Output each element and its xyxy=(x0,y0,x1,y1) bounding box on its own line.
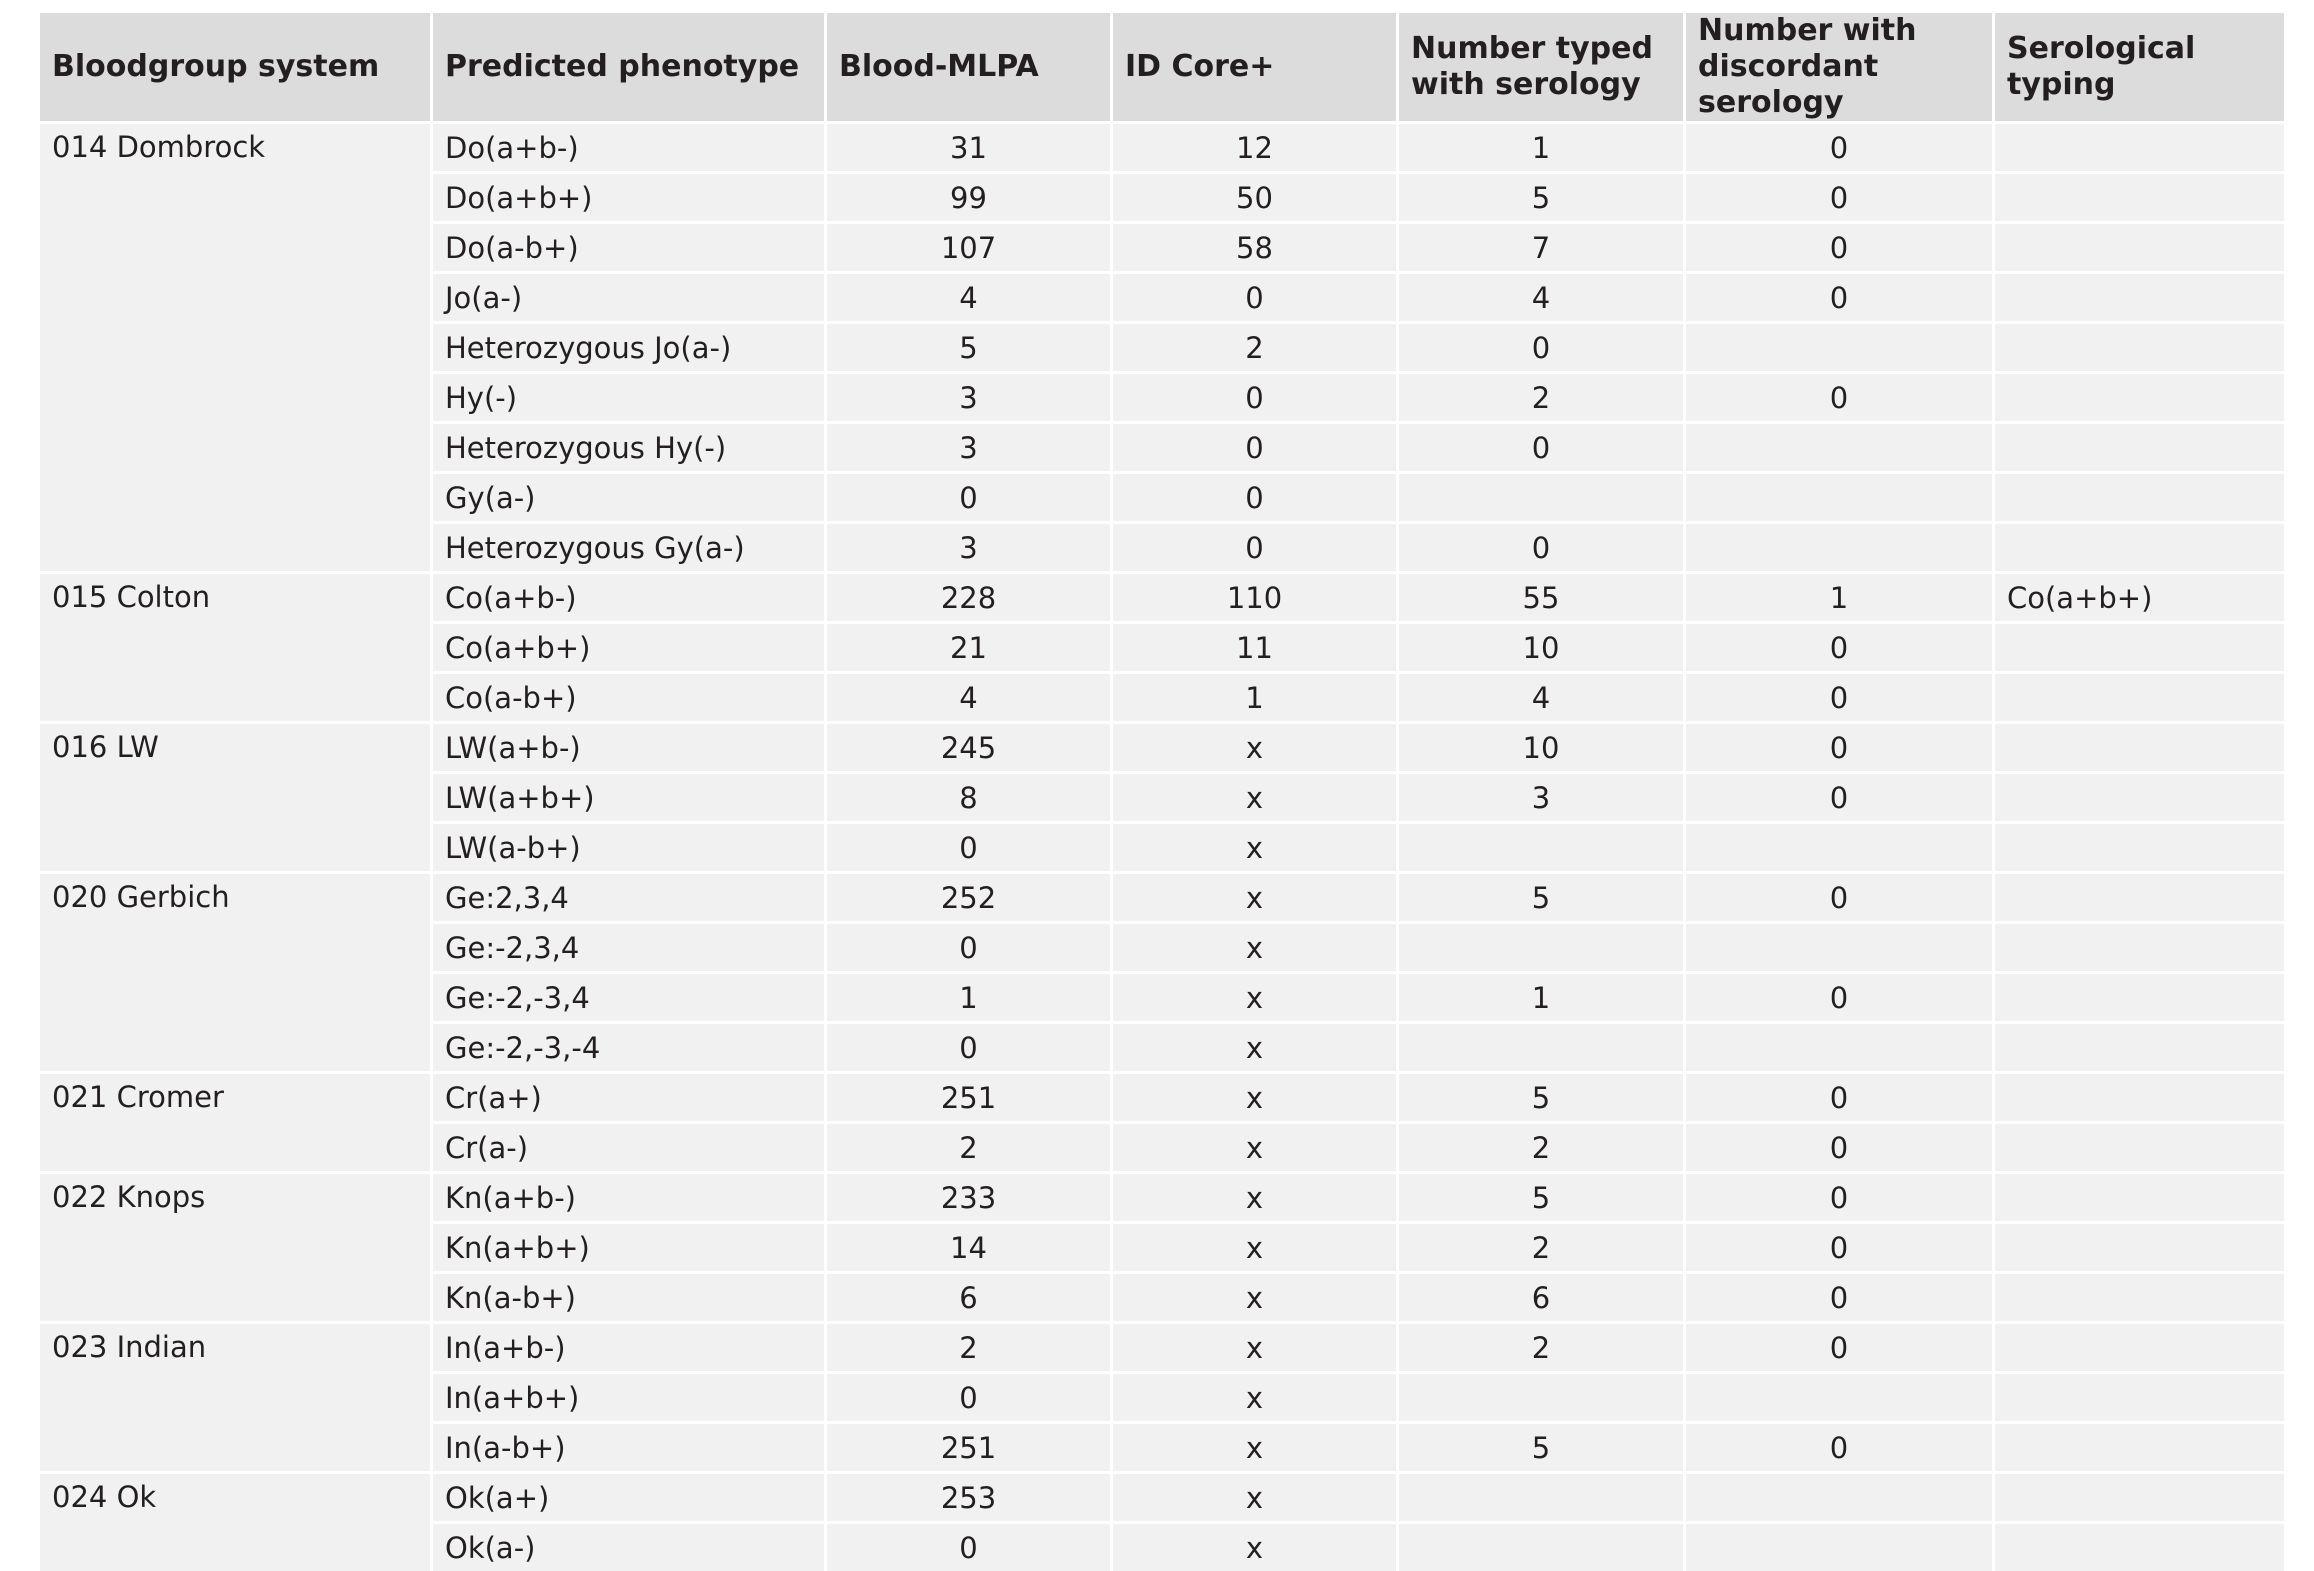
number-typed-cell: 2 xyxy=(1399,1321,1686,1371)
id-core-cell: x xyxy=(1113,821,1399,871)
id-core-cell: 0 xyxy=(1113,471,1399,521)
table-body xyxy=(40,121,2284,1571)
blood-mlpa-cell: 6 xyxy=(827,1271,1113,1321)
discordant-cell: 0 xyxy=(1686,721,1995,771)
number-typed-cell xyxy=(1399,1521,1686,1571)
serological-typing-cell xyxy=(1995,671,2284,721)
discordant-cell: 0 xyxy=(1686,771,1995,821)
blood-mlpa-cell: 253 xyxy=(827,1471,1113,1521)
phenotype-cell: Ok(a+) xyxy=(433,1471,827,1521)
serological-typing-cell xyxy=(1995,471,2284,521)
number-typed-cell: 2 xyxy=(1399,1221,1686,1271)
discordant-cell: 0 xyxy=(1686,121,1995,171)
number-typed-cell: 5 xyxy=(1399,871,1686,921)
number-typed-cell: 7 xyxy=(1399,221,1686,271)
bloodgroup-system-cell: 021 Cromer xyxy=(40,1071,433,1171)
table-row xyxy=(40,571,2284,621)
header-row xyxy=(40,13,2284,121)
serological-typing-cell xyxy=(1995,321,2284,371)
phenotype-cell: Ge:-2,-3,-4 xyxy=(433,1021,827,1071)
header-blood-mlpa: Blood-MLPA xyxy=(827,13,1113,121)
id-core-cell: 0 xyxy=(1113,271,1399,321)
discordant-cell xyxy=(1686,1471,1995,1521)
phenotype-cell: In(a+b-) xyxy=(433,1321,827,1371)
id-core-cell: 2 xyxy=(1113,321,1399,371)
id-core-cell: x xyxy=(1113,1371,1399,1421)
blood-mlpa-cell: 2 xyxy=(827,1321,1113,1371)
phenotype-cell: Co(a+b+) xyxy=(433,621,827,671)
discordant-cell: 1 xyxy=(1686,571,1995,621)
serological-typing-cell xyxy=(1995,1171,2284,1221)
serological-typing-cell: Co(a+b+) xyxy=(1995,571,2284,621)
blood-mlpa-cell: 0 xyxy=(827,1521,1113,1571)
id-core-cell: 58 xyxy=(1113,221,1399,271)
discordant-cell: 0 xyxy=(1686,1221,1995,1271)
phenotype-cell: Do(a-b+) xyxy=(433,221,827,271)
serological-typing-cell xyxy=(1995,771,2284,821)
discordant-cell xyxy=(1686,471,1995,521)
blood-mlpa-cell: 0 xyxy=(827,821,1113,871)
id-core-cell: 0 xyxy=(1113,421,1399,471)
serological-typing-cell xyxy=(1995,171,2284,221)
id-core-cell: x xyxy=(1113,1171,1399,1221)
number-typed-cell: 1 xyxy=(1399,971,1686,1021)
number-typed-cell: 2 xyxy=(1399,371,1686,421)
number-typed-cell: 10 xyxy=(1399,621,1686,671)
discordant-cell: 0 xyxy=(1686,871,1995,921)
header-predicted-phenotype: Predicted phenotype xyxy=(433,13,827,121)
phenotype-cell: Hy(-) xyxy=(433,371,827,421)
blood-mlpa-cell: 233 xyxy=(827,1171,1113,1221)
blood-mlpa-cell: 252 xyxy=(827,871,1113,921)
number-typed-cell: 4 xyxy=(1399,671,1686,721)
discordant-cell: 0 xyxy=(1686,171,1995,221)
discordant-cell xyxy=(1686,821,1995,871)
id-core-cell: x xyxy=(1113,771,1399,821)
phenotype-cell: Ok(a-) xyxy=(433,1521,827,1571)
discordant-cell xyxy=(1686,1021,1995,1071)
blood-mlpa-cell: 228 xyxy=(827,571,1113,621)
phenotype-cell: Do(a+b-) xyxy=(433,121,827,171)
id-core-cell: x xyxy=(1113,1221,1399,1271)
number-typed-cell: 6 xyxy=(1399,1271,1686,1321)
discordant-cell: 0 xyxy=(1686,1321,1995,1371)
id-core-cell: 110 xyxy=(1113,571,1399,621)
number-typed-cell: 3 xyxy=(1399,771,1686,821)
serological-typing-cell xyxy=(1995,421,2284,471)
id-core-cell: x xyxy=(1113,1121,1399,1171)
phenotype-cell: Do(a+b+) xyxy=(433,171,827,221)
phenotype-cell: In(a-b+) xyxy=(433,1421,827,1471)
blood-mlpa-cell: 245 xyxy=(827,721,1113,771)
discordant-cell xyxy=(1686,321,1995,371)
id-core-cell: 12 xyxy=(1113,121,1399,171)
phenotype-cell: Cr(a+) xyxy=(433,1071,827,1121)
id-core-cell: x xyxy=(1113,1471,1399,1521)
discordant-cell xyxy=(1686,421,1995,471)
phenotype-cell: Co(a-b+) xyxy=(433,671,827,721)
number-typed-cell: 5 xyxy=(1399,1071,1686,1121)
serological-typing-cell xyxy=(1995,1371,2284,1421)
header-id-core: ID Core+ xyxy=(1113,13,1399,121)
header-number-typed: Number typed with serology xyxy=(1399,13,1686,121)
blood-mlpa-cell: 4 xyxy=(827,271,1113,321)
discordant-cell: 0 xyxy=(1686,1421,1995,1471)
discordant-cell: 0 xyxy=(1686,271,1995,321)
serological-typing-cell xyxy=(1995,121,2284,171)
serological-typing-cell xyxy=(1995,1521,2284,1571)
table-row xyxy=(40,1321,2284,1371)
serological-typing-cell xyxy=(1995,921,2284,971)
serological-typing-cell xyxy=(1995,271,2284,321)
bloodgroup-system-cell: 015 Colton xyxy=(40,571,433,721)
number-typed-cell: 1 xyxy=(1399,121,1686,171)
number-typed-cell: 5 xyxy=(1399,171,1686,221)
id-core-cell: x xyxy=(1113,1421,1399,1471)
blood-mlpa-cell: 3 xyxy=(827,371,1113,421)
blood-mlpa-cell: 99 xyxy=(827,171,1113,221)
phenotype-cell: Ge:-2,3,4 xyxy=(433,921,827,971)
blood-mlpa-cell: 5 xyxy=(827,321,1113,371)
phenotype-cell: Kn(a-b+) xyxy=(433,1271,827,1321)
discordant-cell: 0 xyxy=(1686,1121,1995,1171)
bloodgroup-table xyxy=(40,13,2284,1571)
serological-typing-cell xyxy=(1995,721,2284,771)
serological-typing-cell xyxy=(1995,1421,2284,1471)
bloodgroup-system-cell: 016 LW xyxy=(40,721,433,871)
discordant-cell xyxy=(1686,521,1995,571)
id-core-cell: x xyxy=(1113,1521,1399,1571)
serological-typing-cell xyxy=(1995,1221,2284,1271)
id-core-cell: 11 xyxy=(1113,621,1399,671)
blood-mlpa-cell: 2 xyxy=(827,1121,1113,1171)
phenotype-cell: LW(a-b+) xyxy=(433,821,827,871)
number-typed-cell: 4 xyxy=(1399,271,1686,321)
serological-typing-cell xyxy=(1995,1121,2284,1171)
discordant-cell xyxy=(1686,921,1995,971)
discordant-cell: 0 xyxy=(1686,1271,1995,1321)
phenotype-cell: Jo(a-) xyxy=(433,271,827,321)
phenotype-cell: Heterozygous Gy(a-) xyxy=(433,521,827,571)
serological-typing-cell xyxy=(1995,1471,2284,1521)
discordant-cell: 0 xyxy=(1686,621,1995,671)
number-typed-cell: 2 xyxy=(1399,1121,1686,1171)
id-core-cell: 0 xyxy=(1113,371,1399,421)
phenotype-cell: Heterozygous Hy(-) xyxy=(433,421,827,471)
blood-mlpa-cell: 251 xyxy=(827,1421,1113,1471)
discordant-cell xyxy=(1686,1371,1995,1421)
id-core-cell: x xyxy=(1113,721,1399,771)
serological-typing-cell xyxy=(1995,1271,2284,1321)
phenotype-cell: Ge:-2,-3,4 xyxy=(433,971,827,1021)
number-typed-cell: 55 xyxy=(1399,571,1686,621)
number-typed-cell xyxy=(1399,471,1686,521)
blood-mlpa-cell: 0 xyxy=(827,1021,1113,1071)
blood-mlpa-cell: 0 xyxy=(827,921,1113,971)
serological-typing-cell xyxy=(1995,821,2284,871)
phenotype-cell: LW(a+b-) xyxy=(433,721,827,771)
bloodgroup-system-cell: 022 Knops xyxy=(40,1171,433,1321)
id-core-cell: 0 xyxy=(1113,521,1399,571)
phenotype-cell: Heterozygous Jo(a-) xyxy=(433,321,827,371)
header-number-discordant: Number with discordant serology xyxy=(1686,13,1995,121)
id-core-cell: 50 xyxy=(1113,171,1399,221)
id-core-cell: x xyxy=(1113,971,1399,1021)
number-typed-cell: 5 xyxy=(1399,1171,1686,1221)
table-row xyxy=(40,721,2284,771)
blood-mlpa-cell: 251 xyxy=(827,1071,1113,1121)
blood-mlpa-cell: 0 xyxy=(827,471,1113,521)
serological-typing-cell xyxy=(1995,521,2284,571)
number-typed-cell xyxy=(1399,1471,1686,1521)
serological-typing-cell xyxy=(1995,1071,2284,1121)
number-typed-cell xyxy=(1399,921,1686,971)
serological-typing-cell xyxy=(1995,221,2284,271)
id-core-cell: x xyxy=(1113,1071,1399,1121)
number-typed-cell: 0 xyxy=(1399,421,1686,471)
discordant-cell: 0 xyxy=(1686,1071,1995,1121)
bloodgroup-system-cell: 024 Ok xyxy=(40,1471,433,1571)
id-core-cell: 1 xyxy=(1113,671,1399,721)
id-core-cell: x xyxy=(1113,871,1399,921)
serological-typing-cell xyxy=(1995,371,2284,421)
number-typed-cell xyxy=(1399,821,1686,871)
id-core-cell: x xyxy=(1113,1021,1399,1071)
blood-mlpa-cell: 0 xyxy=(827,1371,1113,1421)
phenotype-cell: Kn(a+b+) xyxy=(433,1221,827,1271)
discordant-cell: 0 xyxy=(1686,971,1995,1021)
id-core-cell: x xyxy=(1113,1321,1399,1371)
header-bloodgroup-system: Bloodgroup system xyxy=(40,13,433,121)
number-typed-cell: 0 xyxy=(1399,321,1686,371)
discordant-cell xyxy=(1686,1521,1995,1571)
discordant-cell: 0 xyxy=(1686,671,1995,721)
phenotype-cell: In(a+b+) xyxy=(433,1371,827,1421)
discordant-cell: 0 xyxy=(1686,371,1995,421)
number-typed-cell: 0 xyxy=(1399,521,1686,571)
discordant-cell: 0 xyxy=(1686,1171,1995,1221)
blood-mlpa-cell: 1 xyxy=(827,971,1113,1021)
table-row xyxy=(40,871,2284,921)
blood-mlpa-cell: 31 xyxy=(827,121,1113,171)
phenotype-cell: LW(a+b+) xyxy=(433,771,827,821)
bloodgroup-system-cell: 023 Indian xyxy=(40,1321,433,1471)
phenotype-cell: Co(a+b-) xyxy=(433,571,827,621)
blood-mlpa-cell: 3 xyxy=(827,421,1113,471)
blood-mlpa-cell: 14 xyxy=(827,1221,1113,1271)
number-typed-cell: 5 xyxy=(1399,1421,1686,1471)
id-core-cell: x xyxy=(1113,921,1399,971)
id-core-cell: x xyxy=(1113,1271,1399,1321)
table-row xyxy=(40,1071,2284,1121)
phenotype-cell: Cr(a-) xyxy=(433,1121,827,1171)
table-row xyxy=(40,1171,2284,1221)
number-typed-cell xyxy=(1399,1021,1686,1071)
blood-mlpa-cell: 8 xyxy=(827,771,1113,821)
blood-mlpa-cell: 4 xyxy=(827,671,1113,721)
discordant-cell: 0 xyxy=(1686,221,1995,271)
blood-mlpa-cell: 3 xyxy=(827,521,1113,571)
bloodgroup-system-cell: 020 Gerbich xyxy=(40,871,433,1071)
serological-typing-cell xyxy=(1995,1321,2284,1371)
bloodgroup-system-cell: 014 Dombrock xyxy=(40,121,433,571)
phenotype-cell: Gy(a-) xyxy=(433,471,827,521)
blood-mlpa-cell: 107 xyxy=(827,221,1113,271)
serological-typing-cell xyxy=(1995,971,2284,1021)
phenotype-cell: Kn(a+b-) xyxy=(433,1171,827,1221)
serological-typing-cell xyxy=(1995,1021,2284,1071)
header-serological-typing: Serological typing xyxy=(1995,13,2284,121)
phenotype-cell: Ge:2,3,4 xyxy=(433,871,827,921)
table-row xyxy=(40,1471,2284,1521)
number-typed-cell: 10 xyxy=(1399,721,1686,771)
serological-typing-cell xyxy=(1995,871,2284,921)
serological-typing-cell xyxy=(1995,621,2284,671)
blood-mlpa-cell: 21 xyxy=(827,621,1113,671)
table-row xyxy=(40,121,2284,171)
number-typed-cell xyxy=(1399,1371,1686,1421)
